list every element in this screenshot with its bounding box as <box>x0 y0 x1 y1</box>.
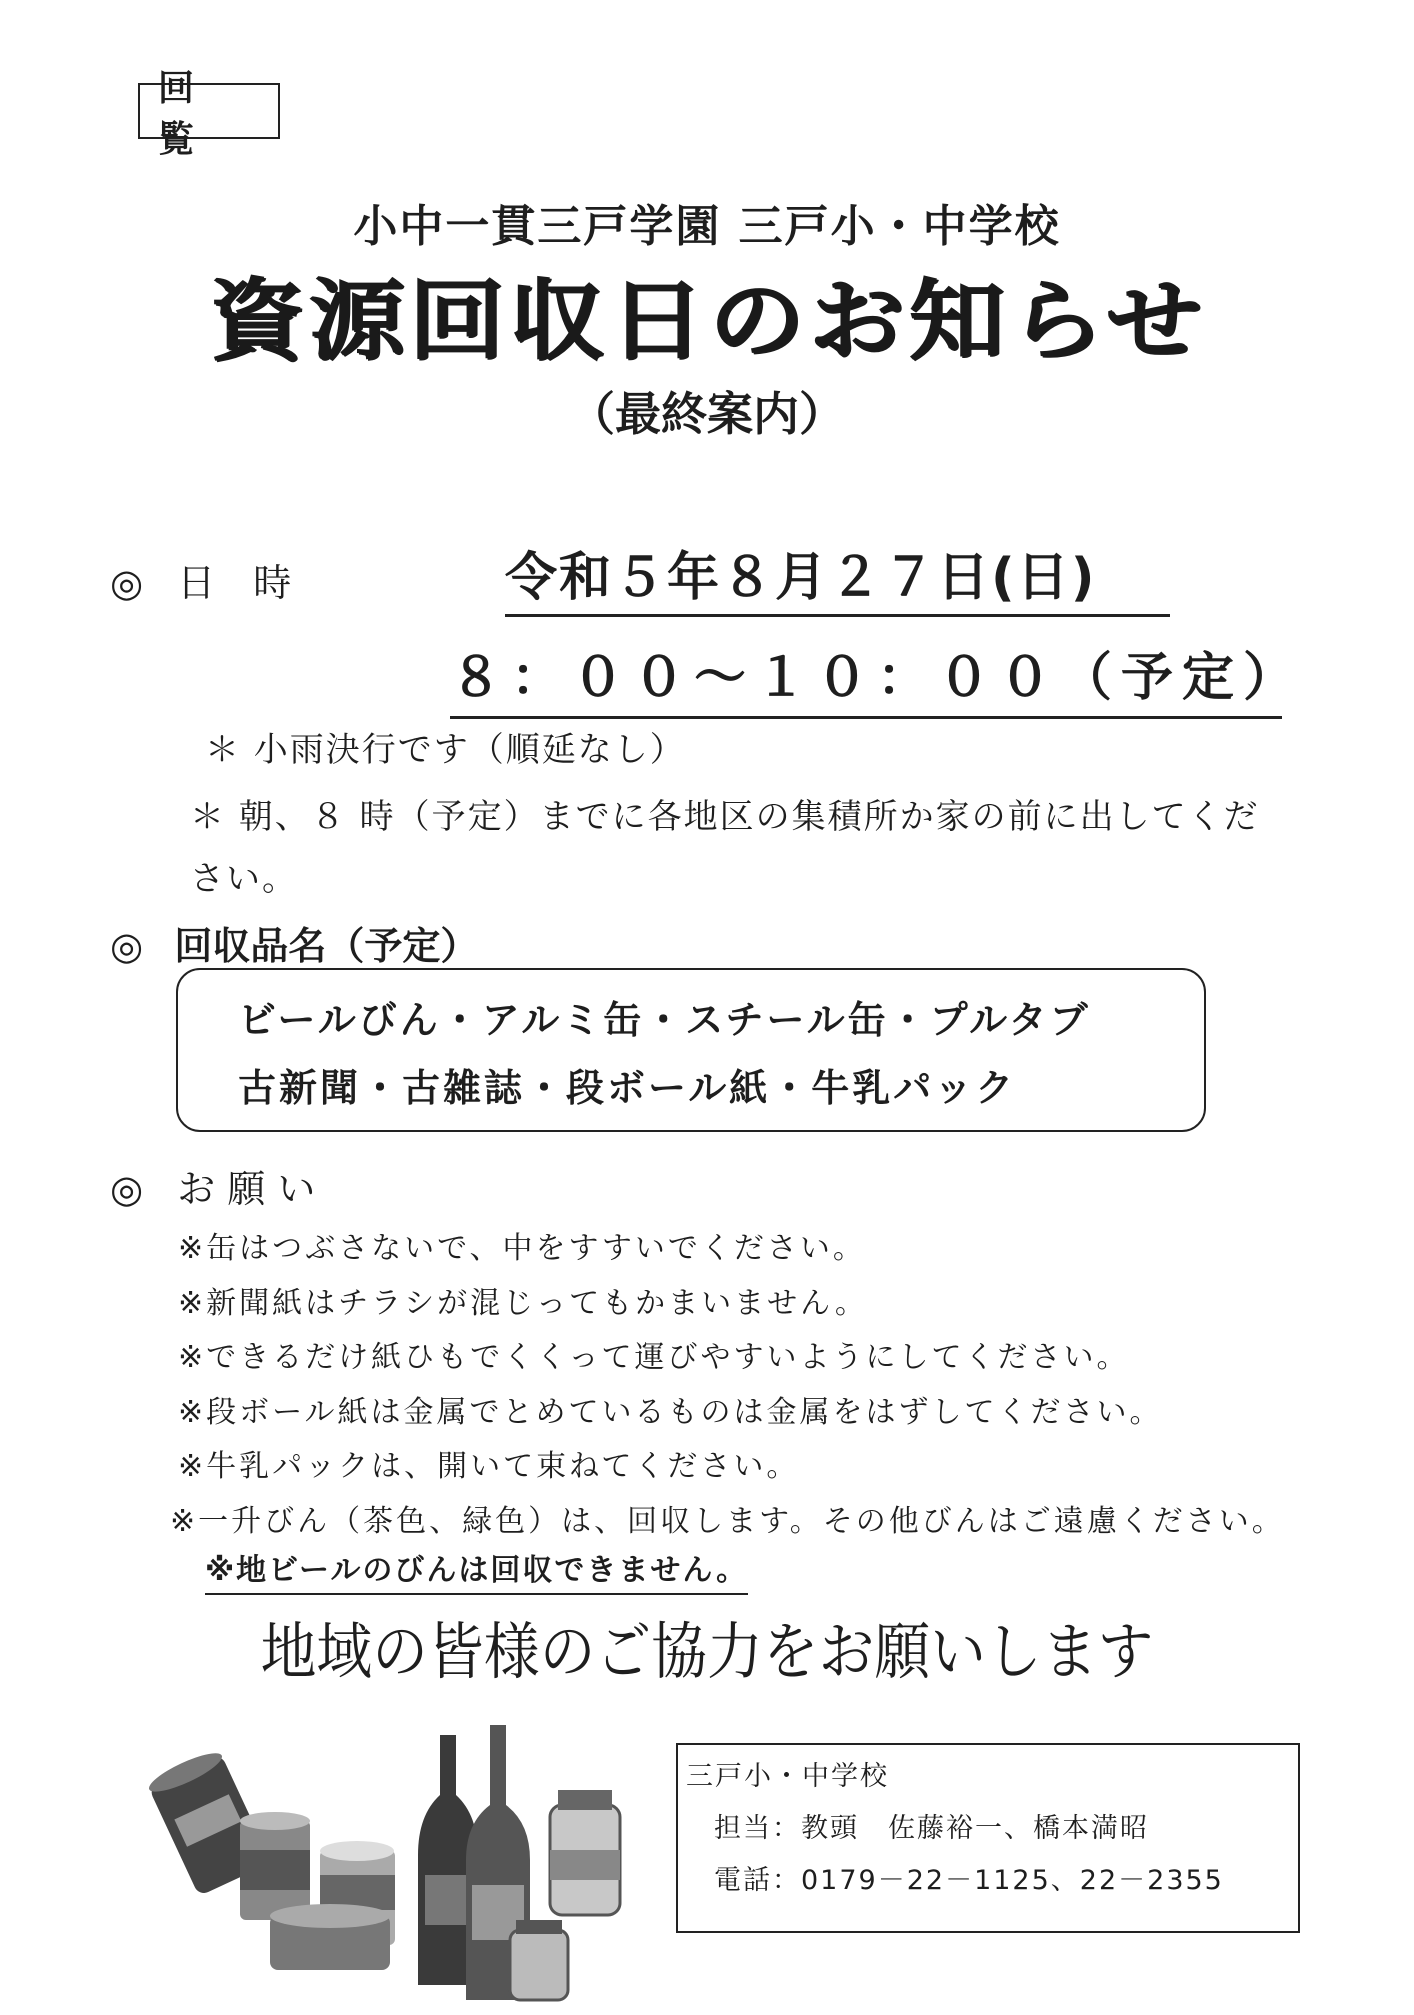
request-item: ※段ボール紙は金属でとめているものは金属をはずしてください。 <box>178 1394 1163 1430</box>
school-name: 小中一貫三戸学園 三戸小・中学校 <box>353 201 1061 252</box>
requests-heading <box>110 1158 315 1213</box>
note-rain: ＊ 小雨決行です（順延なし） <box>205 730 686 770</box>
request-item: ※新聞紙はチラシが混じってもかまいません。 <box>178 1285 868 1321</box>
jar-icon <box>550 1790 620 1915</box>
page-subtitle: （最終案内） <box>569 387 845 441</box>
contact-phone: 電話：0179－22－1125、22－2355 <box>714 1865 1224 1896</box>
cans-bottles-illustration <box>140 1725 660 2015</box>
closing-message: 地域の皆様のご協力をお願いします <box>260 1615 1154 1688</box>
items-box <box>176 968 1206 1132</box>
items-line: ビールびん・アルミ缶・スチール缶・プルタブ <box>238 998 1091 1042</box>
date-heading-label: 日 時 <box>177 561 292 605</box>
small-jar-icon <box>510 1920 568 2000</box>
note-deadline: ＊ 朝、８ 時（予定）までに各地区の集積所か家の前に出してください。 <box>190 797 1260 899</box>
contact-school: 三戸小・中学校 <box>686 1761 889 1792</box>
contact-person: 担当：教頭 佐藤裕一、橋本満昭 <box>714 1813 1149 1844</box>
request-emphasis: ※地ビールのびんは回収できません。 <box>205 1545 748 1595</box>
page-title: 資源回収日のお知らせ <box>208 268 1206 372</box>
request-item: ※できるだけ紙ひもでくくって運びやすいようにしてください。 <box>178 1340 1130 1375</box>
contact-box <box>676 1743 1300 1933</box>
request-item: ※一升びん（茶色、緑色）は、回収します。その他びんはご遠慮ください。 <box>170 1503 1285 1539</box>
date-heading <box>110 552 291 607</box>
request-item: ※缶はつぶさないで、中をすすいでください。 <box>178 1231 866 1266</box>
items-line: 古新聞・古雑誌・段ボール紙・牛乳パック <box>238 1066 1017 1110</box>
event-time: ８：００～１０：００（予定） <box>450 635 1282 719</box>
can-icon <box>240 1812 310 1920</box>
double-circle-icon: ◎ <box>110 1167 144 1211</box>
event-date: 令和５年８月２７日(日) <box>505 535 1170 617</box>
double-circle-icon: ◎ <box>110 924 144 968</box>
requests-list <box>170 1222 1285 1549</box>
flattened-can-icon <box>270 1904 390 1970</box>
requests-heading-label: お 願 い <box>177 1167 316 1211</box>
circulation-label: 回 覧 <box>138 83 280 139</box>
double-circle-icon: ◎ <box>110 561 144 605</box>
items-heading <box>110 915 478 970</box>
request-item: ※牛乳パックは、開いて束ねてください。 <box>178 1449 800 1484</box>
items-heading-label: 回収品名（予定） <box>174 924 479 968</box>
